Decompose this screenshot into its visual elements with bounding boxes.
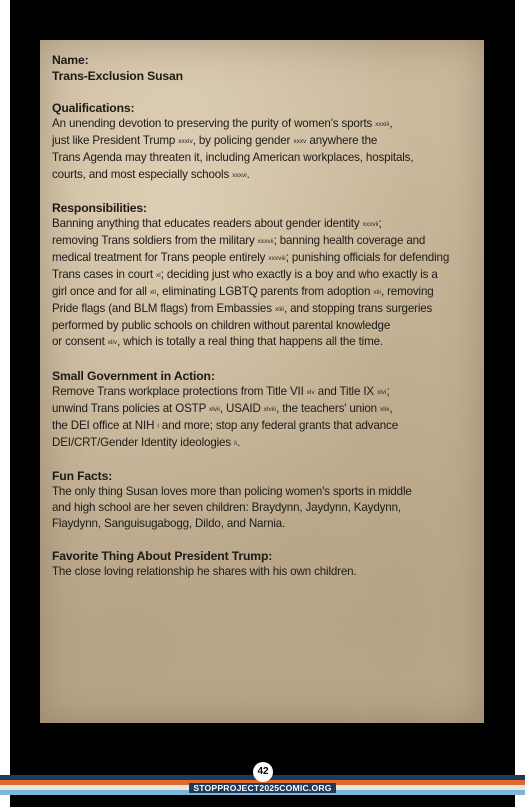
footnote-ref: xlii bbox=[373, 289, 381, 297]
text-run: removing Trans soldiers from the military bbox=[52, 233, 258, 247]
text-run: , which is totally a real thing that happens all the time. bbox=[117, 335, 383, 349]
text-run: The close loving relationship he shares with his own children. bbox=[52, 565, 357, 579]
text-run: The only thing Susan loves more than policing women's sports in middle bbox=[52, 485, 412, 499]
footnote-ref: li bbox=[234, 439, 237, 447]
text-line bbox=[52, 233, 477, 250]
text-run: and more; stop any federal grants that advance bbox=[158, 418, 398, 432]
text-line bbox=[52, 250, 477, 267]
footnote-ref: xlix bbox=[380, 405, 390, 413]
fun-facts-text bbox=[52, 484, 477, 532]
text-run: just like President Trump bbox=[52, 134, 179, 148]
text-line bbox=[52, 418, 477, 435]
text-run: , and stopping trans surgeries bbox=[283, 302, 433, 316]
text-run: ; bbox=[378, 216, 382, 230]
text-run: . bbox=[236, 435, 241, 449]
text-line bbox=[52, 500, 477, 516]
footnote-ref: xxxvii bbox=[362, 220, 379, 228]
text-run: ; banning health coverage and bbox=[273, 233, 426, 247]
qualifications-text bbox=[52, 116, 477, 183]
text-run: or consent bbox=[52, 335, 108, 349]
favorite-thing-text bbox=[52, 564, 477, 580]
text-run: Trans Agenda may threaten it, including American workplaces, hospitals, bbox=[52, 151, 414, 165]
page-border-left bbox=[0, 0, 10, 807]
page-number: 42 bbox=[253, 762, 273, 782]
footer-url-wrap bbox=[0, 783, 525, 793]
text-run: , bbox=[389, 117, 393, 131]
text-run: Pride flags (and BLM flags) from Embassies bbox=[52, 302, 275, 316]
text-run: ; deciding just who exactly is a boy and who exactly is a bbox=[160, 268, 438, 282]
profile-card bbox=[52, 52, 477, 597]
page-border-right bbox=[515, 0, 525, 807]
text-run: courts, and most especially schools bbox=[52, 167, 233, 181]
footnote-ref: xxxviii bbox=[268, 254, 286, 262]
text-run: ; punishing officials for defending bbox=[285, 250, 450, 264]
qualifications-section bbox=[52, 100, 477, 183]
text-line bbox=[52, 564, 477, 580]
footnote-ref: xlvi bbox=[377, 388, 387, 396]
footnote-ref: xlv bbox=[306, 388, 315, 396]
text-run: . bbox=[246, 167, 250, 181]
footnote-ref: xliii bbox=[274, 306, 284, 314]
text-run: Trans cases in court bbox=[52, 268, 157, 282]
text-line bbox=[52, 150, 477, 166]
text-run: unwind Trans policies at OSTP bbox=[52, 401, 210, 415]
name-value: Trans-Exclusion Susan bbox=[52, 69, 183, 84]
text-run: anywhere the bbox=[306, 134, 378, 148]
footnote-ref: xliv bbox=[107, 339, 118, 347]
text-run: An unending devotion to preserving the purity of women's sports bbox=[52, 117, 376, 131]
text-line bbox=[52, 133, 477, 150]
text-run: DEI/CRT/Gender Identity ideologies bbox=[52, 435, 235, 449]
text-run: and high school are her seven children: Braydynn, Jaydynn, Kaydynn, bbox=[52, 501, 401, 515]
text-run: Remove Trans workplace protections from Title VII bbox=[52, 384, 307, 398]
text-line bbox=[52, 116, 477, 133]
small-government-section bbox=[52, 368, 477, 452]
text-run: ; bbox=[386, 384, 390, 398]
qualifications-heading: Qualifications: bbox=[52, 101, 135, 116]
text-line bbox=[52, 301, 477, 318]
text-run: , by policing gender bbox=[192, 134, 294, 148]
footnote-ref: xxxvii bbox=[257, 237, 274, 245]
favorite-thing-section bbox=[52, 548, 477, 580]
small-government-text bbox=[52, 384, 477, 452]
name-section bbox=[52, 52, 477, 84]
text-run: Flaydynn, Sanguisugabogg, Dildo, and Narnia. bbox=[52, 517, 286, 531]
text-line bbox=[52, 435, 477, 452]
footer-url[interactable]: STOPPROJECT2025COMIC.ORG bbox=[189, 783, 335, 793]
footnote-ref: xl bbox=[156, 272, 161, 280]
text-line bbox=[52, 384, 477, 401]
text-run: performed by public schools on children without parental knowledge bbox=[52, 319, 391, 333]
text-line bbox=[52, 167, 477, 184]
fun-facts-heading: Fun Facts: bbox=[52, 468, 113, 483]
text-run: , removing bbox=[380, 285, 434, 299]
text-run: medical treatment for Trans people entirely bbox=[52, 250, 269, 264]
footnote-ref: xxxvi bbox=[232, 171, 247, 179]
text-line bbox=[52, 334, 477, 351]
footnote-ref: xxxv bbox=[293, 138, 307, 146]
text-run: , USAID bbox=[219, 401, 264, 415]
text-run: , eliminating LGBTQ parents from adoption bbox=[156, 285, 374, 299]
responsibilities-section bbox=[52, 200, 477, 352]
responsibilities-text bbox=[52, 216, 477, 352]
favorite-thing-heading: Favorite Thing About President Trump: bbox=[52, 549, 273, 564]
fun-facts-section bbox=[52, 468, 477, 532]
text-run: , the teachers' union bbox=[276, 401, 381, 415]
text-line bbox=[52, 516, 477, 532]
small-government-heading: Small Government in Action: bbox=[52, 368, 215, 383]
text-line bbox=[52, 216, 477, 233]
text-line bbox=[52, 284, 477, 301]
footnote-ref: xlvii bbox=[209, 405, 220, 413]
footnote-ref: xli bbox=[149, 289, 157, 297]
footnote-ref: xxxiv bbox=[178, 138, 193, 146]
footnote-ref: l bbox=[157, 422, 159, 430]
text-run: the DEI office at NIH bbox=[52, 418, 158, 432]
text-line bbox=[52, 401, 477, 418]
text-run: Banning anything that educates readers about gender identity bbox=[52, 216, 363, 230]
footnote-ref: xlviii bbox=[263, 405, 277, 413]
text-run: and Title IX bbox=[314, 384, 378, 398]
text-run: girl once and for all bbox=[52, 285, 150, 299]
text-run: , bbox=[389, 401, 393, 415]
text-line bbox=[52, 484, 477, 500]
responsibilities-heading: Responsibilities: bbox=[52, 200, 147, 215]
footnote-ref: xxxiii bbox=[375, 121, 390, 129]
name-label: Name: bbox=[52, 53, 89, 67]
text-line bbox=[52, 318, 477, 334]
text-line bbox=[52, 267, 477, 284]
